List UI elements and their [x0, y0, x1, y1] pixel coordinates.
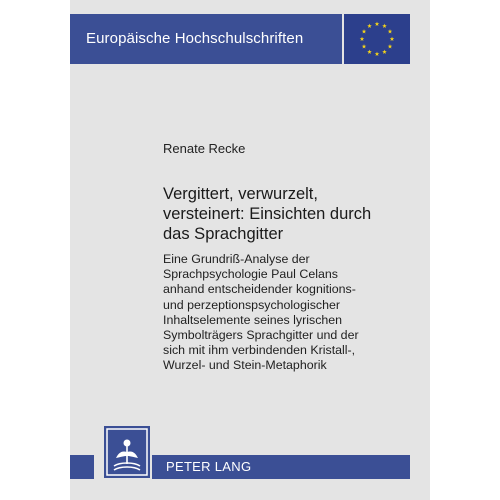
star-icon [360, 37, 365, 41]
subtitle-line: Eine Grundriß-Analyse der [163, 252, 310, 266]
book-title: Vergittert, verwurzelt, versteinert: Einsichten durch das Sprachgitter [163, 185, 372, 243]
star-icon [375, 52, 380, 56]
subtitle-line: sich mit ihm verbindenden Kristall-, [163, 343, 356, 358]
subtitle-line: anhand entscheidender kognitions- [163, 282, 356, 297]
star-icon [367, 50, 372, 54]
star-icon [382, 50, 387, 54]
star-icon [367, 24, 372, 28]
subtitle-line: Wurzel- und Stein-Metaphorik [163, 358, 327, 373]
subtitle-line: Symbolträgers Sprachgitter und der [163, 328, 359, 343]
publisher-banner [152, 455, 410, 479]
eu-stars-icon [344, 14, 410, 64]
star-icon [362, 29, 367, 33]
star-icon [388, 44, 393, 48]
book-subtitle [163, 252, 395, 374]
subtitle-line: Inhaltselemente seines lyrischen [163, 312, 343, 327]
author-name: Renate Recke [163, 141, 246, 156]
star-icon [382, 24, 387, 28]
star-icon [388, 29, 393, 33]
decorative-square [70, 455, 94, 479]
subtitle-line: Sprachpsychologie Paul Celans [163, 267, 338, 282]
publisher-logo-icon [104, 426, 150, 478]
book-cover [70, 0, 430, 500]
star-icon [362, 44, 367, 48]
star-icon [390, 37, 395, 41]
series-name: Europäische Hochschulschriften [86, 30, 304, 47]
series-banner [70, 14, 342, 64]
publisher-name: PETER LANG [166, 459, 252, 474]
subtitle-line: und perzeptionspsychologischer [163, 297, 341, 312]
star-icon [375, 22, 380, 26]
